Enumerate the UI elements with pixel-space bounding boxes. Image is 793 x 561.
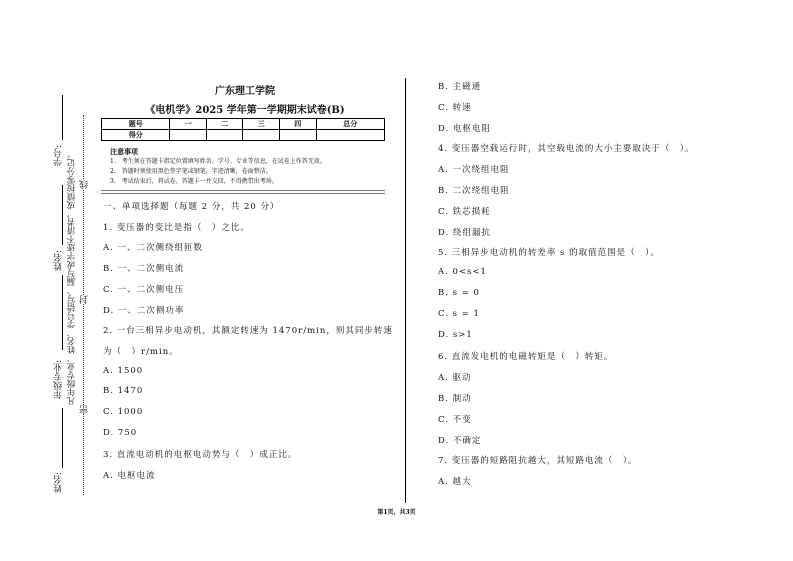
score-header: 题号: [102, 119, 170, 130]
question-line: C. 1000: [103, 407, 144, 417]
question-line: B. 一、二次侧电流: [103, 264, 185, 275]
question-line: C. 不变: [438, 414, 472, 425]
page-footer: 第1页，共3页: [377, 509, 416, 516]
question-line: B. 主磁通: [438, 82, 482, 92]
question-line: A. 0<s<1: [438, 267, 487, 278]
question-line: D. 电枢电阻: [438, 123, 491, 134]
question-line: 为（ ）r/min。: [103, 346, 179, 357]
binding-line: [62, 95, 63, 140]
notes: [110, 147, 326, 187]
question-line: D. 绕组漏抗: [438, 227, 491, 238]
question-line: D. 不确定: [438, 435, 482, 446]
notes-heading: 注意事项: [110, 147, 138, 156]
score-header: 四: [280, 119, 317, 130]
major-label: 年级专业:: [54, 360, 64, 400]
school-name: 广东理工学院: [215, 86, 275, 97]
exam-site-label: 姓名:: [54, 472, 64, 494]
question-line: C. 一、二次侧电压: [103, 284, 185, 295]
question-line: 一、单项选择题（每题 2 分，共 20 分）: [103, 202, 280, 212]
seal-char: 封: [80, 295, 90, 304]
seal-dotted-line: [83, 115, 84, 495]
question-line: D. s>1: [438, 329, 473, 340]
score-header: 一: [170, 119, 207, 130]
score-header: 总分: [316, 119, 384, 130]
name-label: 姓名:: [54, 250, 64, 272]
question-line: B. 1470: [103, 386, 144, 397]
score-table: [101, 118, 385, 141]
score-cell: [170, 130, 207, 141]
score-cell: [243, 130, 280, 141]
question-line: A. 驱动: [438, 373, 472, 384]
question-line: 7. 变压器的短路阻抗越大，其短路电流（ ）。: [438, 456, 638, 467]
score-cell: [316, 130, 384, 141]
seal-char: 线: [80, 180, 90, 189]
binding-margin: [40, 90, 100, 500]
question-line: C. 转速: [438, 102, 472, 113]
exam-title: 《电机学》2025 学年第一学期期末试卷(B): [145, 105, 345, 116]
question-line: C. 铁芯损耗: [438, 206, 491, 217]
binding-line: [62, 408, 63, 468]
question-line: 5. 三相异步电动机的转差率 s 的取值范围是（ ）。: [438, 248, 660, 259]
column-divider: [405, 78, 406, 503]
question-line: B. 二次绕组电阻: [438, 186, 510, 196]
question-line: A. 电枢电流: [103, 471, 156, 482]
binding-warning: 凡年级专业、姓名、学号错写、漏写或字迹不清者，成绩按零分记。: [67, 150, 77, 405]
score-cell: [280, 130, 317, 141]
question-line: D. 750: [103, 427, 138, 438]
question-line: 1. 变压器的变比是指（ ）之比。: [103, 222, 250, 233]
question-line: 4. 变压器空载运行时，其空载电流的大小主要取决于（ ）。: [438, 144, 695, 155]
question-line: A. 一次绕组电阻: [438, 165, 510, 176]
question-line: A. 一、二次侧绕组匝数: [103, 243, 204, 254]
note-item: 3. 考试结束后，将试卷、答题卡一并交回，不得携带出考场。: [110, 178, 278, 185]
score-cell: [206, 130, 243, 141]
note-item: 1. 考生须在答题卡指定位置填写姓名、学号、专业等信息，在试卷上作答无效。: [110, 158, 326, 165]
student-id-label: 学号:: [54, 145, 64, 167]
question-line: A. 越大: [438, 477, 472, 488]
binding-line: [62, 185, 63, 245]
section-divider: [101, 190, 385, 194]
question-line: A. 1500: [103, 365, 144, 376]
score-header: 二: [206, 119, 243, 130]
question-line: 2. 一台三相异步电动机，其额定转速为 1470r/min，则其同步转速: [103, 326, 393, 337]
seal-char: 密: [80, 405, 90, 414]
question-line: B. s = 0: [438, 288, 480, 298]
question-line: 6. 直流发电机的电磁转矩是（ ）转矩。: [438, 352, 614, 363]
question-line: 3. 直流电动机的电枢电动势与（ ）成正比。: [103, 450, 298, 461]
score-header: 三: [243, 119, 280, 130]
question-line: C. s = 1: [438, 308, 480, 319]
question-line: D. 一、二次侧功率: [103, 305, 185, 316]
binding-line: [62, 275, 63, 350]
score-row-label: 得分: [102, 130, 170, 141]
note-item: 2. 答题时须使用黑色签字笔或钢笔，字迹清晰，卷面整洁。: [110, 168, 272, 175]
question-line: B. 制动: [438, 394, 472, 404]
